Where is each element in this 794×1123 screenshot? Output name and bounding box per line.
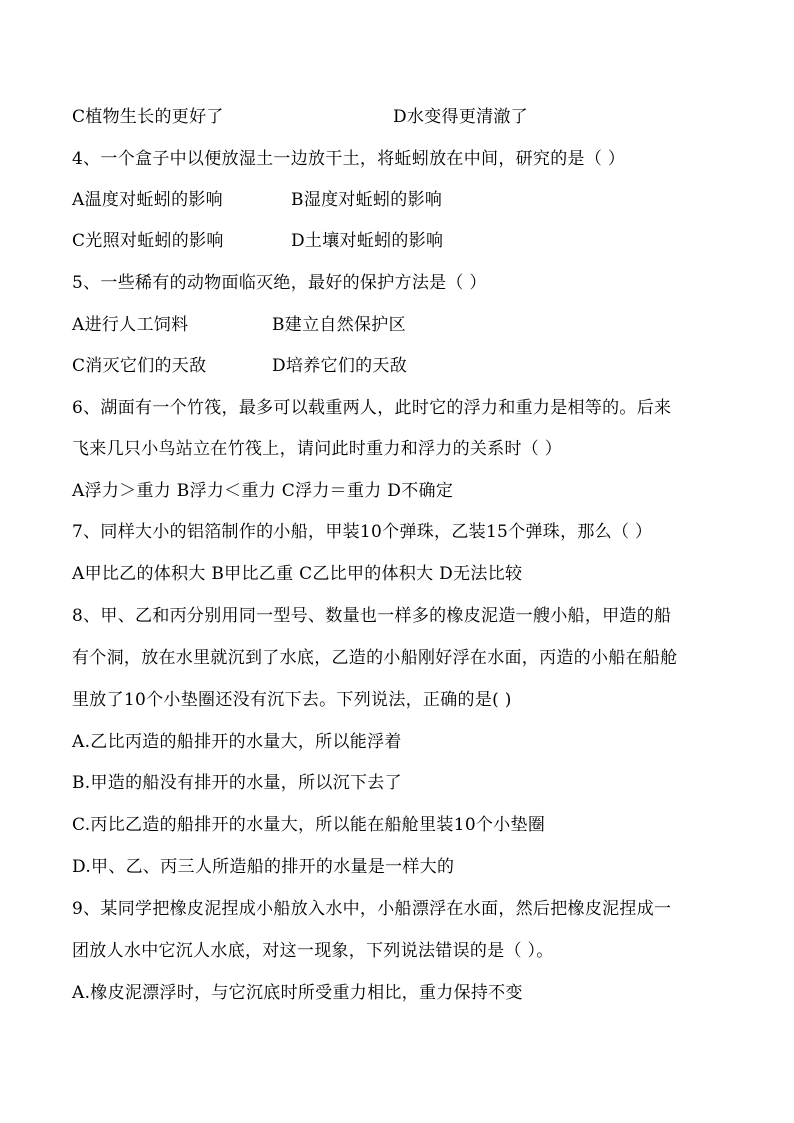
q3-option-d: D水变得更清澈了 <box>393 107 529 127</box>
q9-stem-line2: 团放人水中它沉人水底，对这一现象，下列说法错误的是（ ）。 <box>72 941 554 961</box>
q5-option-d: D培养它们的天敌 <box>272 356 408 376</box>
q8-stem-line1: 8、甲、乙和丙分别用同一型号、数量也一样多的橡皮泥造一艘小船，甲造的船 <box>72 606 672 626</box>
q9-stem-line1: 9、某同学把橡皮泥捏成小船放入水中，小船漂浮在水面，然后把橡皮泥捏成一 <box>72 899 672 919</box>
q5-option-a: A进行人工饲料 <box>72 315 189 335</box>
q4-option-b: B湿度对蚯蚓的影响 <box>291 190 443 210</box>
q4-stem: 4、一个盒子中以便放湿土一边放干土，将蚯蚓放在中间，研究的是（ ） <box>72 149 626 169</box>
q4-option-a: A温度对蚯蚓的影响 <box>72 190 223 210</box>
q6-stem-line1: 6、湖面有一个竹筏，最多可以载重两人，此时它的浮力和重力是相等的。后来 <box>72 398 672 418</box>
q5-option-c: C消灭它们的天敌 <box>72 356 207 376</box>
q5-stem: 5、一些稀有的动物面临灭绝，最好的保护方法是（ ） <box>72 273 487 293</box>
q3-option-c: C植物生长的更好了 <box>72 107 224 127</box>
q6-options: A浮力＞重力 B浮力＜重力 C浮力＝重力 D不确定 <box>72 481 454 501</box>
q8-option-a: A.乙比丙造的船排开的水量大，所以能浮着 <box>72 732 402 752</box>
q8-option-b: B.甲造的船没有排开的水量，所以沉下去了 <box>72 773 402 793</box>
q4-option-d: D土壤对蚯蚓的影响 <box>291 231 444 251</box>
q8-option-d: D.甲、乙、丙三人所造船的排开的水量是一样大的 <box>72 857 455 877</box>
q7-stem: 7、同样大小的铝箔制作的小船，甲装10个弹珠，乙装15个弹珠，那么（ ） <box>72 522 653 542</box>
q7-options: A甲比乙的体积大 B甲比乙重 C乙比甲的体积大 D无法比较 <box>72 564 523 584</box>
q6-stem-line2: 飞来几只小鸟站立在竹筏上，请问此时重力和浮力的关系时（ ） <box>72 439 563 459</box>
q5-option-b: B建立自然保护区 <box>272 315 406 335</box>
q8-stem-line2: 有个洞，放在水里就沉到了水底，乙造的小船刚好浮在水面，丙造的小船在船舱 <box>72 648 678 668</box>
q9-option-a: A.橡皮泥漂浮时，与它沉底时所受重力相比，重力保持不变 <box>72 983 523 1003</box>
q8-option-c: C.丙比乙造的船排开的水量大，所以能在船舱里装10个小垫圈 <box>72 815 546 835</box>
q8-stem-line3: 里放了10个小垫圈还没有沉下去。下列说法，正确的是( ) <box>72 690 512 710</box>
q4-option-c: C光照对蚯蚓的影响 <box>72 231 224 251</box>
